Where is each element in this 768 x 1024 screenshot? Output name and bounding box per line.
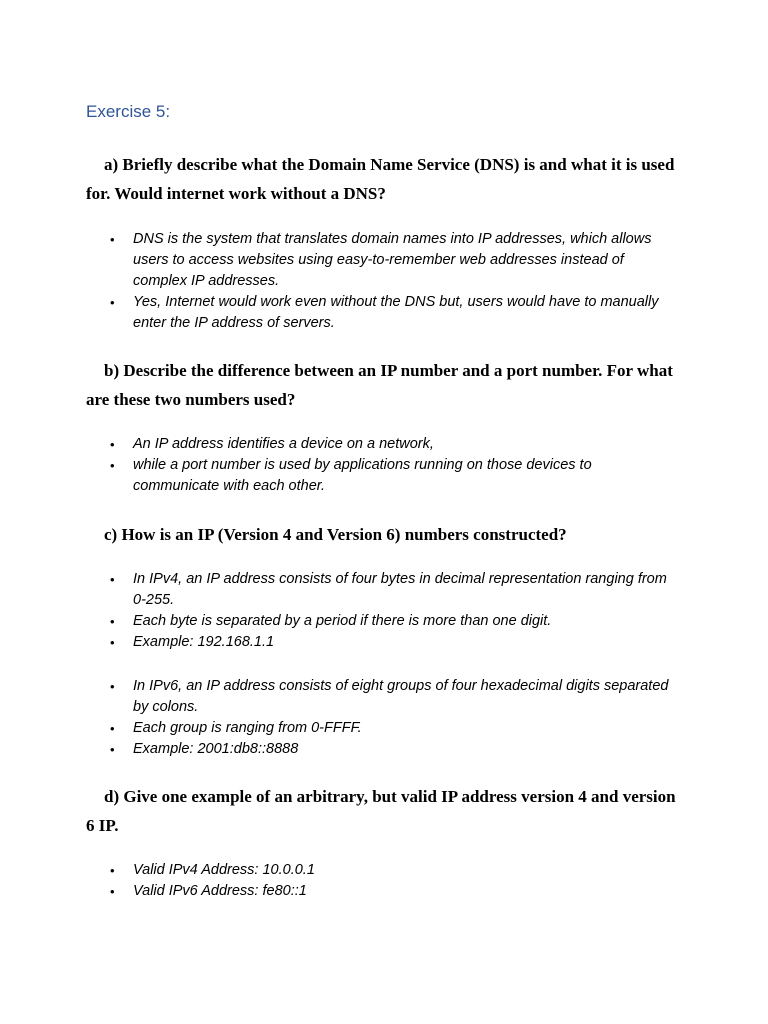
list-item — [0, 881, 673, 902]
question-a: a) Briefly describe what the Domain Name Service (DNS) is and what it is used for. Would internet work without a DNS? — [86, 155, 675, 203]
list-item — [0, 229, 673, 292]
list-item — [0, 718, 673, 739]
list-item — [0, 739, 673, 760]
answer-text: An IP address identifies a device on a network, — [133, 436, 434, 452]
answer-text: while a port number is used by applications running on those devices to communicate with each other. — [133, 457, 592, 494]
answer-text: Valid IPv4 Address: 10.0.0.1 — [133, 862, 315, 878]
answer-list-b — [0, 434, 673, 497]
bullet-icon: • — [110, 437, 115, 452]
list-item — [0, 611, 673, 632]
answer-text: Yes, Internet would work even without the DNS but, users would have to manually enter the IP address of servers. — [133, 294, 659, 331]
bullet-icon: • — [110, 232, 115, 247]
bullet-icon: • — [110, 679, 115, 694]
list-item — [0, 292, 673, 334]
question-d: d) Give one example of an arbitrary, but valid IP address version 4 and version 6 IP. — [86, 787, 676, 835]
bullet-icon: • — [110, 458, 115, 473]
bullet-icon: • — [110, 863, 115, 878]
answer-list-c-ipv4 — [0, 569, 673, 653]
answer-list-d — [0, 860, 673, 902]
exercise-title: Exercise 5: — [86, 102, 171, 121]
question-b: b) Describe the difference between an IP number and a port number. For what are these two numbers used? — [86, 361, 673, 409]
answer-text: Example: 192.168.1.1 — [133, 634, 275, 650]
bullet-icon: • — [110, 721, 115, 736]
bullet-icon: • — [110, 635, 115, 650]
answer-text: Valid IPv6 Address: fe80::1 — [133, 883, 307, 899]
list-item — [0, 455, 673, 497]
bullet-icon: • — [110, 884, 115, 899]
answer-text: Each byte is separated by a period if there is more than one digit. — [133, 613, 552, 629]
bullet-icon: • — [110, 295, 115, 310]
list-item — [0, 676, 673, 718]
answer-text: Example: 2001:db8::8888 — [133, 741, 299, 757]
answer-list-a — [0, 229, 673, 334]
answer-text: In IPv4, an IP address consists of four bytes in decimal representation ranging from 0-255. — [133, 571, 667, 608]
bullet-icon: • — [110, 572, 115, 587]
list-item — [0, 860, 673, 881]
bullet-icon: • — [110, 742, 115, 757]
answer-text: In IPv6, an IP address consists of eight groups of four hexadecimal digits separated by colons. — [133, 678, 669, 715]
answer-list-c-ipv6 — [0, 676, 673, 760]
answer-text: DNS is the system that translates domain names into IP addresses, which allows users to access websites using easy-to-remember web addresses instead of complex IP addresses. — [133, 231, 652, 289]
answer-text: Each group is ranging from 0-FFFF. — [133, 720, 362, 736]
list-item — [0, 434, 673, 455]
question-c: c) How is an IP (Version 4 and Version 6) numbers constructed? — [104, 525, 567, 544]
list-item — [0, 632, 673, 653]
list-item — [0, 569, 673, 611]
bullet-icon: • — [110, 614, 115, 629]
